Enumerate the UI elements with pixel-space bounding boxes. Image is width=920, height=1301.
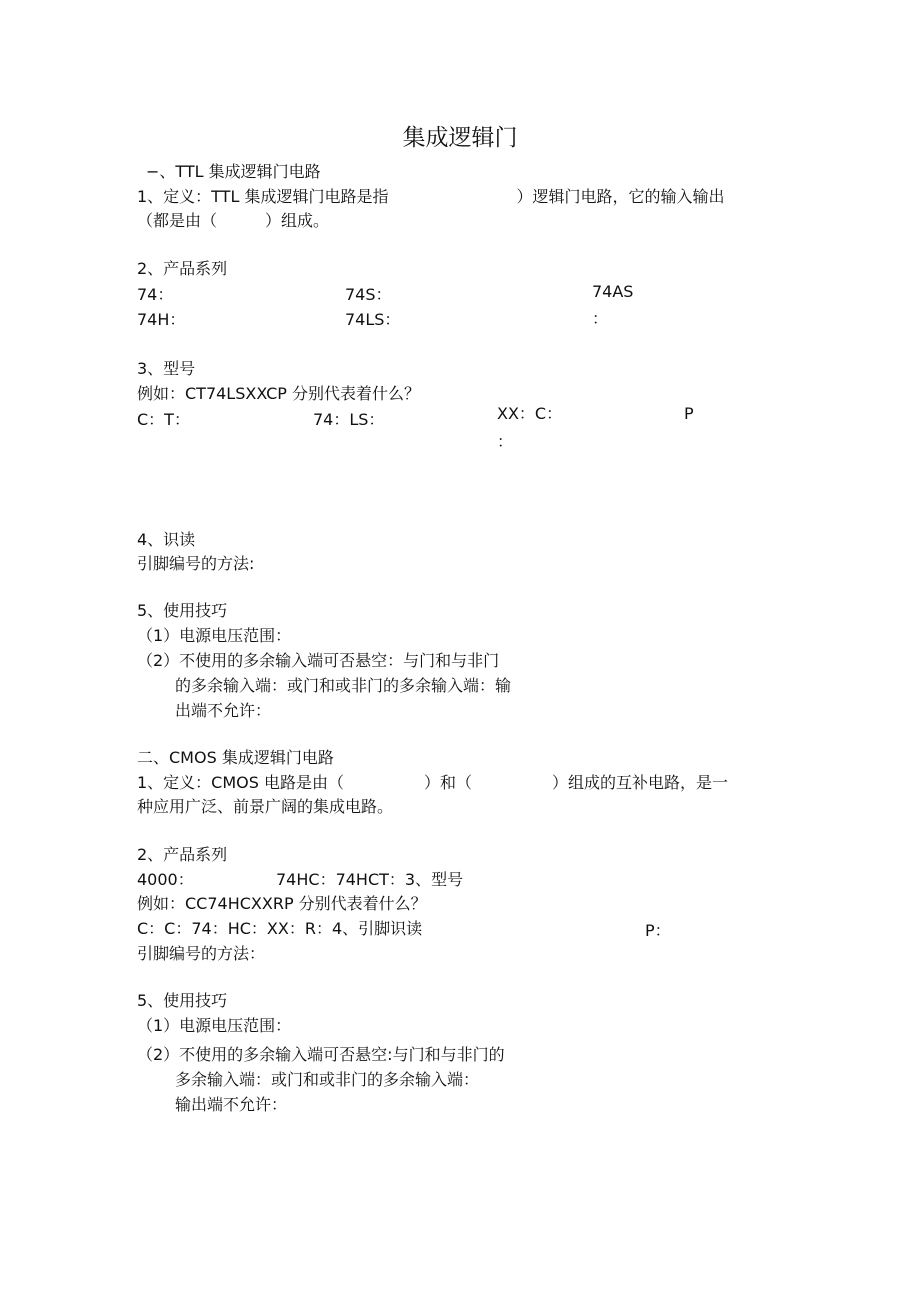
ttl-series-74: 74： xyxy=(137,285,174,304)
ttl-tips-heading: 5、使用技巧 xyxy=(137,601,228,620)
ttl-tips-1: （1）电源电压范围： xyxy=(137,626,292,645)
cmos-tips-2-line3: 输出端不允许： xyxy=(175,1095,288,1114)
ttl-read-method: 引脚编号的方法: xyxy=(137,554,255,573)
ttl-model-heading: 3、型号 xyxy=(137,359,196,378)
cmos-series-4000: 4000： xyxy=(137,870,194,889)
ttl-section-heading: −、TTL 集成逻辑门电路 xyxy=(146,162,321,181)
cmos-model-p: P： xyxy=(645,921,671,940)
ttl-model-xxc: XX：C： xyxy=(497,404,563,423)
ttl-model-example: 例如：CT74LSXXCP 分别代表着什么？ xyxy=(137,384,421,403)
cmos-tips-2-line2: 多余输入端：或门和或非门的多余输入端： xyxy=(175,1070,480,1089)
cmos-definition-line1: 1、定义：CMOS 电路是由（ ）和（ ）组成的互补电路，是一 xyxy=(137,773,728,792)
ttl-model-xx-colon: ： xyxy=(497,432,514,451)
ttl-series-74as: 74AS xyxy=(592,282,634,301)
ttl-tips-2-line3: 出端不允许： xyxy=(175,701,272,720)
ttl-tips-2-line1: （2）不使用的多余输入端可否悬空：与门和与非门 xyxy=(137,651,500,670)
cmos-definition-line2: 种应用广泛、前景广阔的集成电路。 xyxy=(137,797,394,816)
cmos-tips-2-line1: （2）不使用的多余输入端可否悬空:与门和与非门的 xyxy=(137,1045,505,1064)
ttl-model-74ls: 74：LS： xyxy=(313,410,385,429)
cmos-read-method: 引脚编号的方法： xyxy=(137,944,266,963)
ttl-tips-2-line2: 的多余输入端：或门和或非门的多余输入端：输 xyxy=(175,676,512,695)
ttl-read-heading: 4、识读 xyxy=(137,530,196,549)
cmos-series-74hc: 74HC：74HCT：3、型号 xyxy=(276,870,464,889)
cmos-tips-heading: 5、使用技巧 xyxy=(137,991,228,1010)
ttl-definition-line2: （都是由（ ）组成。 xyxy=(137,211,330,230)
ttl-series-74as-colon: ： xyxy=(592,309,609,328)
ttl-definition-line1: 1、定义：TTL 集成逻辑门电路是指 ）逻辑门电路，它的输入输出 xyxy=(137,187,725,206)
document-title: 集成逻辑门 xyxy=(402,125,518,151)
ttl-series-heading: 2、产品系列 xyxy=(137,259,228,278)
cmos-model-example: 例如：CC74HCXXRP 分别代表着什么？ xyxy=(137,894,427,913)
cmos-series-heading: 2、产品系列 xyxy=(137,845,228,864)
cmos-model-line: C：C：74：HC：XX：R：4、引脚识读 xyxy=(137,919,423,938)
ttl-model-ct: C：T： xyxy=(137,410,190,429)
ttl-model-p: P xyxy=(684,404,694,423)
ttl-series-74s: 74S： xyxy=(345,285,392,304)
cmos-section-heading: 二、CMOS 集成逻辑门电路 xyxy=(137,748,334,767)
ttl-series-74ls: 74LS： xyxy=(345,310,401,329)
ttl-series-74h: 74H： xyxy=(137,310,186,329)
cmos-tips-1: （1）电源电压范围： xyxy=(137,1016,292,1035)
